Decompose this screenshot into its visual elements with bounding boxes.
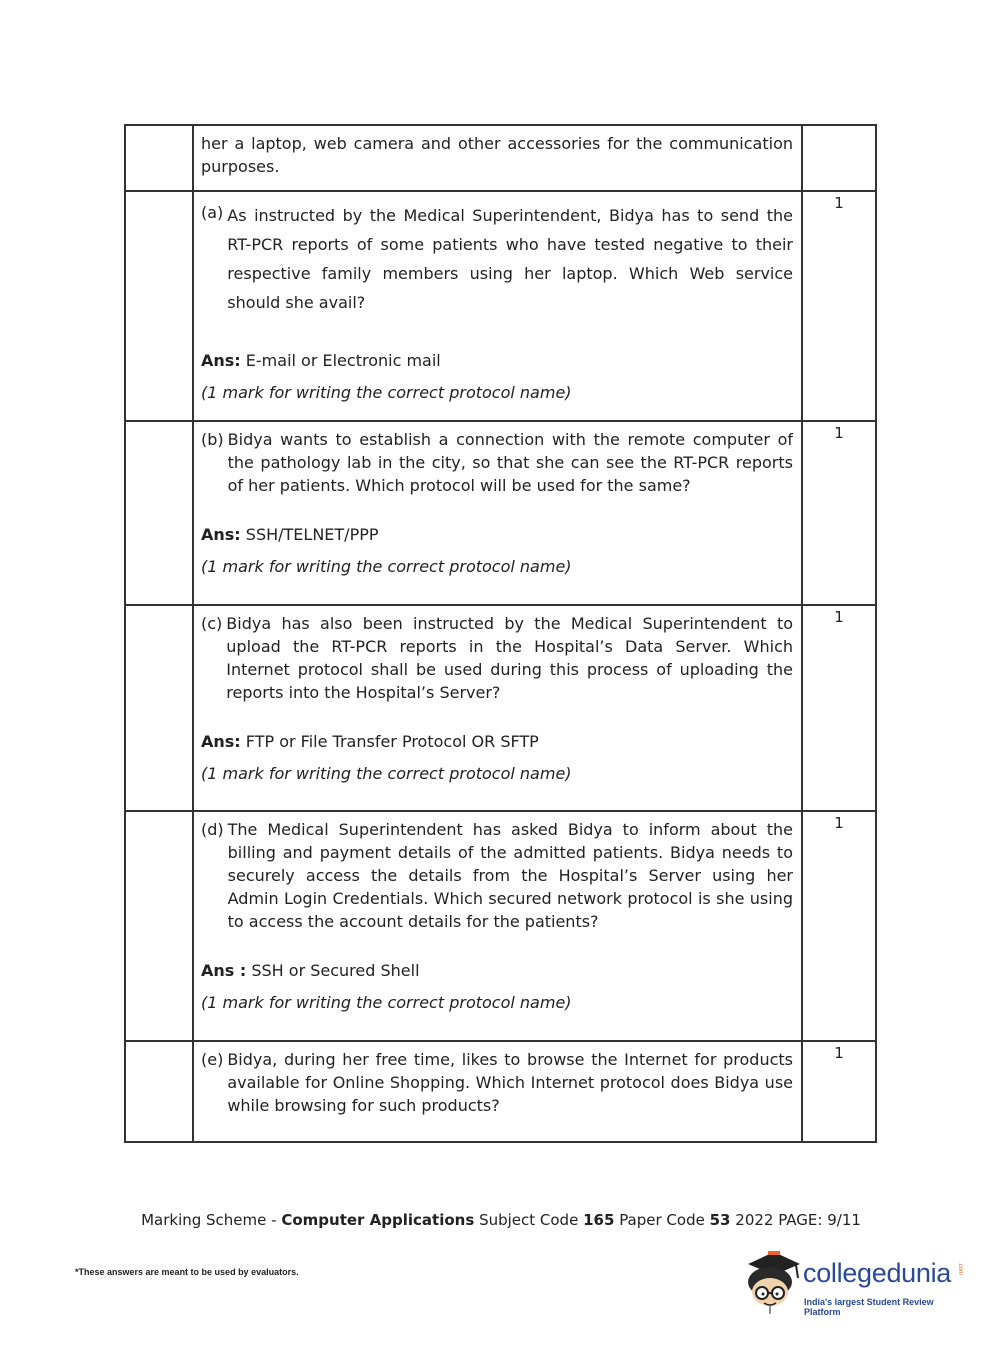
marking-note: (1 mark for writing the correct protocol name)	[201, 383, 572, 402]
table-row-question-e	[125, 1041, 876, 1142]
footer-year-page: 2022 PAGE: 9/11	[735, 1211, 861, 1229]
answer-text: E-mail or Electronic mail	[245, 351, 441, 370]
answer-label: Ans:	[201, 732, 241, 751]
marking-note: (1 mark for writing the correct protocol name)	[201, 764, 572, 783]
question-label: (e)	[201, 1050, 224, 1069]
evaluator-disclaimer: *These answers are meant to be used by evaluators.	[75, 1267, 299, 1277]
question-body: Bidya, during her free time, likes to browse the Internet for products available for Online Shopping. Which Internet protocol does Bidya use while browsing for such products?	[227, 1050, 793, 1115]
table-row-intro	[125, 125, 876, 191]
intro-text: her a laptop, web camera and other accessories for the communication purposes.	[193, 125, 802, 191]
question-label: (a)	[201, 203, 224, 222]
answer-text: SSH or Secured Shell	[251, 961, 420, 980]
question-cell	[193, 811, 802, 1041]
answer	[201, 730, 793, 753]
marks-value: 1	[802, 605, 876, 811]
question-text	[201, 612, 793, 704]
table-row-question-c	[125, 605, 876, 811]
marking-note: (1 mark for writing the correct protocol name)	[201, 993, 572, 1012]
answer-text: SSH/TELNET/PPP	[245, 525, 379, 544]
page-footer	[0, 1211, 1002, 1229]
question-text	[201, 201, 793, 317]
footer-paper-code: 53	[709, 1211, 731, 1229]
question-text	[201, 428, 793, 497]
qno-cell	[125, 125, 193, 191]
question-body: As instructed by the Medical Superintendent, Bidya has to send the RT-PCR reports of some patients who have tested negative to their respective family members using her laptop. Which Web service should she avail?	[227, 206, 793, 312]
question-cell	[193, 1041, 802, 1142]
question-text	[201, 818, 793, 933]
question-body: Bidya wants to establish a connection with the remote computer of the pathology lab in the city, so that she can see the RT-PCR reports of her patients. Which protocol will be used for the same?	[227, 430, 793, 495]
mascot-icon	[740, 1248, 802, 1314]
answer-label: Ans:	[201, 525, 241, 544]
footer-subject-code: 165	[583, 1211, 615, 1229]
question-body: Bidya has also been instructed by the Medical Superintendent to upload the RT-PCR reports in the Hospital’s Data Server. Which Internet protocol shall be used during this process of uploading the reports into the Hospital’s Server?	[226, 614, 793, 702]
qno-cell	[125, 811, 193, 1041]
qno-cell	[125, 421, 193, 605]
footer-prefix: Marking Scheme -	[141, 1211, 277, 1229]
marks-value: 1	[802, 1041, 876, 1142]
marking-note: (1 mark for writing the correct protocol name)	[201, 557, 572, 576]
answer	[201, 523, 793, 546]
logo-tagline: India's largest Student Review Platform	[804, 1297, 934, 1317]
marking-scheme-table	[124, 124, 877, 1143]
question-body: The Medical Superintendent has asked Bidya to inform about the billing and payment details of the admitted patients. Bidya needs to securely access the details from the Hospital’s Server using her Admin Login Credentials. Which secured network protocol is she using to access the account details for the patients?	[227, 820, 793, 931]
marks-value: 1	[802, 811, 876, 1041]
logo-dotcom: .com	[957, 1262, 963, 1276]
answer	[201, 349, 793, 372]
answer	[201, 959, 793, 982]
question-label: (d)	[201, 820, 224, 839]
qno-cell	[125, 191, 193, 421]
marks-value: 1	[802, 421, 876, 605]
question-cell	[193, 605, 802, 811]
table-row-question-d	[125, 811, 876, 1041]
question-cell	[193, 421, 802, 605]
footer-subject-code-label: Subject Code	[479, 1211, 579, 1229]
marks-cell	[802, 125, 876, 191]
footer-subject: Computer Applications	[281, 1211, 475, 1229]
footer-paper-code-label: Paper Code	[619, 1211, 705, 1229]
question-text	[201, 1048, 793, 1117]
question-cell	[193, 191, 802, 421]
logo-brand: collegedunia	[803, 1258, 952, 1288]
question-label: (b)	[201, 430, 224, 449]
question-label: (c)	[201, 614, 223, 633]
collegedunia-logo	[740, 1248, 972, 1317]
table-row-question-a	[125, 191, 876, 421]
answer-label: Ans :	[201, 961, 247, 980]
qno-cell	[125, 605, 193, 811]
table-row-question-b	[125, 421, 876, 605]
qno-cell	[125, 1041, 193, 1142]
marks-value: 1	[802, 191, 876, 421]
answer-text: FTP or File Transfer Protocol OR SFTP	[245, 732, 539, 751]
answer-label: Ans:	[201, 351, 241, 370]
